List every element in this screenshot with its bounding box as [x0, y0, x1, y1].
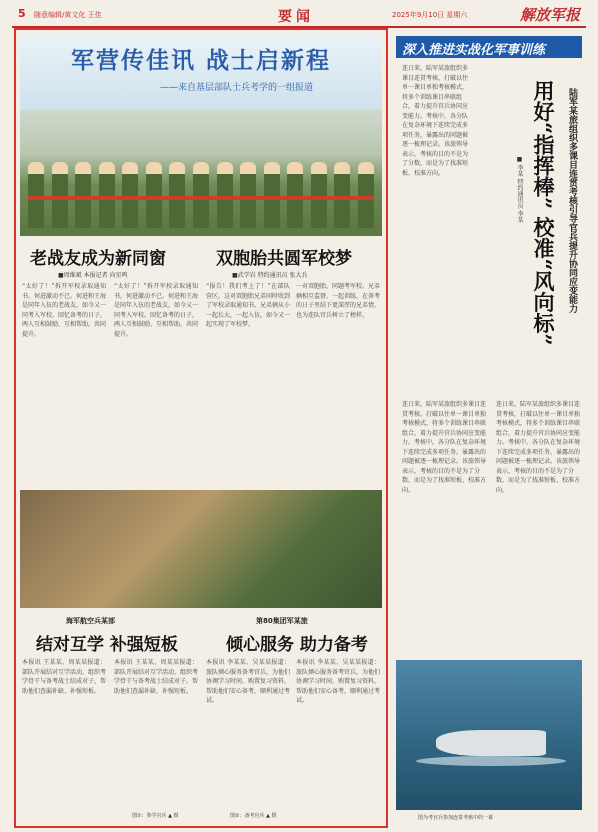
- right-kicker: 陆军某旅组织多课目连贯考核引导官兵提升协同应变能力: [567, 88, 577, 313]
- story-bottom-left-title: 结对互学 补强短板: [36, 635, 178, 655]
- story-bottom-right-col2: 本报讯 李某某、吴某某报道：旅队倾心服务备考官兵，为他们协调学习时间、购置复习资料，帮助他们安心备考，顺利通过考试。: [296, 659, 380, 704]
- section-title: 要闻: [278, 9, 314, 25]
- page-number: 5: [18, 7, 26, 20]
- story-right-col2: 一对双胞胎，同题考军校。兄弟俩相互监督、一起训练，在备考的日子里结下更深厚的兄弟情，也为连队官兵树立了榜样。: [296, 283, 380, 319]
- right-text-col2: 连日来，陆军某旅组织多课目连贯考核，打破以往单一课目单独考核模式，将多个训练课目串联组合，着力提升官兵协同应变能力。考核中，各分队在复杂环境下连续完成多项任务，暴露出的问题被逐一梳理记录。该旅领导表示，考核的目的不是为了分数，而是为了找准短板、校准方向。: [402, 401, 486, 494]
- story-bottom-left-col1: 本报讯 王某某、周某某报道：部队开展结对互学活动，组织考学骨干与备考战士结成对子，帮助他们查漏补缺、补强短板。: [22, 659, 106, 695]
- story-right-byline: ■武学岩 特约通讯员 张大兵: [232, 272, 308, 279]
- boat-hull: [436, 730, 546, 756]
- red-sash: [28, 196, 374, 200]
- photo-note-left: 图①：参学官兵 ▲ 摄: [132, 813, 179, 819]
- right-author: ■ 李某 特约通讯员 李某: [516, 156, 523, 223]
- story-left-byline: ■周维斌 本报记者 向星鸣: [58, 272, 128, 279]
- newspaper-logo: 解放军报: [519, 6, 580, 24]
- feature-subtitle: ——来自基层部队士兵考学的一组报道: [160, 83, 314, 93]
- right-section-title: 深入推进实战化军事训练: [402, 43, 546, 58]
- boat-caption: 图为考官兵参加连贯考核中的一幕: [418, 815, 494, 821]
- right-section-bar: [396, 36, 582, 58]
- unit-right: 第80集团军某旅: [256, 617, 308, 625]
- story-bottom-right-title: 倾心服务 助力备考: [226, 635, 368, 655]
- story-bottom-left-col2: 本报讯 王某某、周某某报道：部队开展结对互学活动，组织考学骨干与备考战士结成对子，帮助他们查漏补缺、补强短板。: [114, 659, 198, 695]
- story-left-col1: “太好了！”拆开军校录取通知书，何进激动不已。何进和王海是同年入伍的老战友，如今又一同考入军校。回忆备考的日子，两人互相鼓励、互相帮助，共同提升。: [22, 283, 106, 338]
- story-right-title: 双胞胎共圆军校梦: [216, 249, 352, 269]
- training-photo: [20, 490, 382, 608]
- page-header: [12, 4, 586, 28]
- photo-note-right: 图②：备考官兵 ▲ 摄: [230, 813, 277, 819]
- feature-banner: [20, 34, 382, 110]
- boat-wake: [416, 756, 566, 766]
- right-headline: 用好“指挥棒” 校准“风向标”: [531, 80, 556, 346]
- group-photo: [20, 110, 382, 236]
- feature-title: 军营传佳讯 战士启新程: [70, 48, 331, 74]
- story-right-col1: “报告！我们考上了！”在部队营区，这对双胞胎兄弟同时收到了军校录取通知书。兄弟俩从小一起长大，一起入伍，如今又一起实现了军校梦。: [206, 283, 290, 328]
- story-bottom-right-col1: 本报讯 李某某、吴某某报道：旅队倾心服务备考官兵，为他们协调学习时间、购置复习资料，帮助他们安心备考，顺利通过考试。: [206, 659, 290, 704]
- unit-left: 海军航空兵某部: [66, 617, 115, 625]
- editor-line: 随意编辑/黄文化 王佳: [34, 11, 102, 19]
- story-left-title: 老战友成为新同窗: [30, 249, 166, 269]
- issue-date: 2025年9月10日 星期六: [392, 11, 468, 19]
- boat-photo: [396, 660, 582, 810]
- right-text-col3: 连日来，陆军某旅组织多课目连贯考核，打破以往单一课目单独考核模式，将多个训练课目串联组合，着力提升官兵协同应变能力。考核中，各分队在复杂环境下连续完成多项任务，暴露出的问题被逐一梳理记录。该旅领导表示，考核的目的不是为了分数，而是为了找准短板、校准方向。: [496, 401, 580, 494]
- story-left-col2: “太好了！”拆开军校录取通知书，何进激动不已。何进和王海是同年入伍的老战友，如今又一同考入军校。回忆备考的日子，两人互相鼓励、互相帮助，共同提升。: [114, 283, 198, 338]
- right-text-col1: 连日来，陆军某旅组织多课目连贯考核，打破以往单一课目单独考核模式，将多个训练课目串联组合，着力提升官兵协同应变能力。考核中，各分队在复杂环境下连续完成多项任务，暴露出的问题被逐一梳理记录。该旅领导表示，考核的目的不是为了分数，而是为了找准短板、校准方向。: [402, 65, 469, 177]
